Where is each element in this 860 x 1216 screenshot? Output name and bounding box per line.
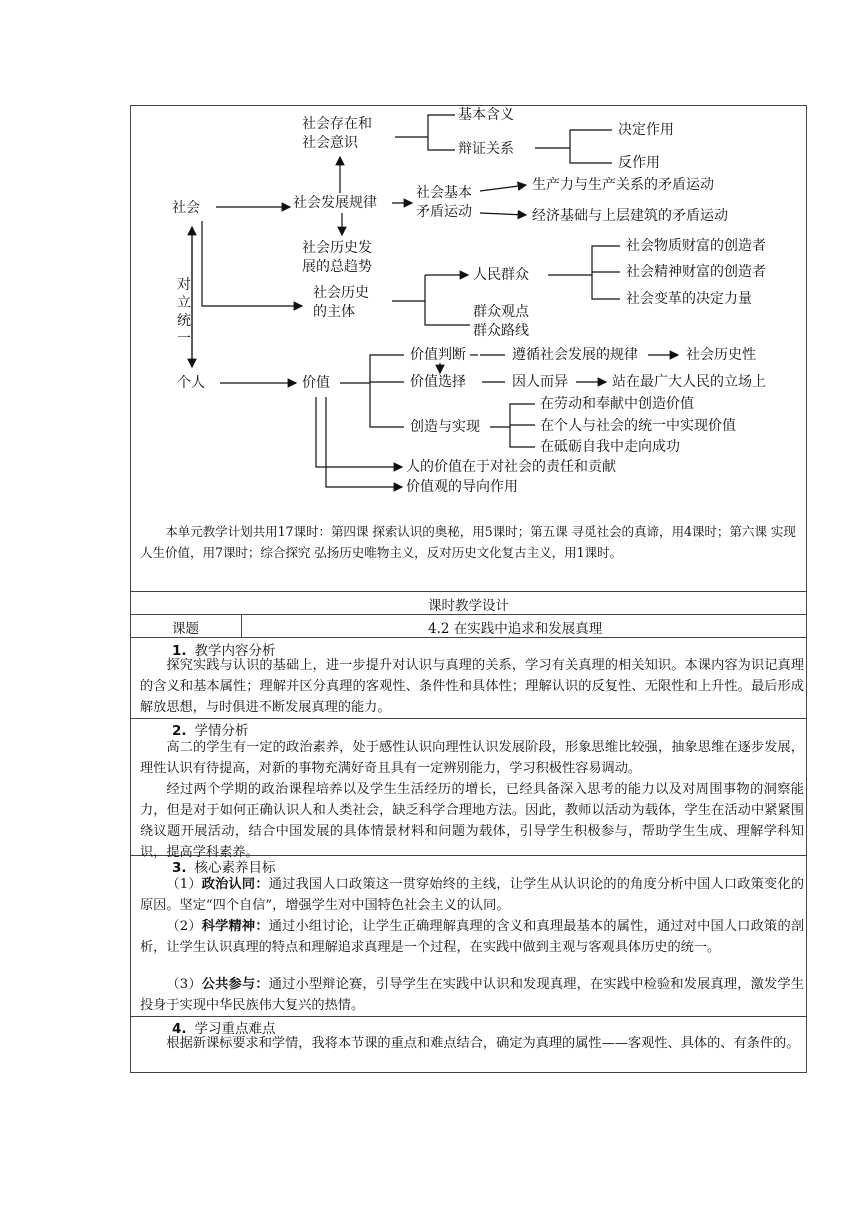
goal-1-prefix: （1） (166, 877, 202, 892)
node-decisive: 决定作用 (618, 122, 674, 138)
section-1-number: 1. (172, 643, 187, 659)
node-value: 价值 (302, 375, 330, 391)
node-creation: 创造与实现 (410, 419, 480, 435)
table-col-divider (241, 614, 242, 637)
table-rule (130, 614, 807, 615)
label-opposition-1: 对 (177, 277, 191, 293)
node-people-role-1: 社会物质财富的创造者 (626, 238, 766, 254)
node-value-of-person: 人的价值在于对社会的责任和贡献 (406, 459, 616, 475)
node-value-orientation: 价值观的导向作用 (406, 479, 518, 495)
section-3-goal-1 (140, 874, 804, 916)
node-development-law: 社会发展规律 (293, 195, 377, 211)
design-title: 课时教学设计 (428, 598, 509, 614)
node-social-history: 社会历史性 (686, 347, 756, 363)
table-rule (130, 637, 807, 638)
goal-2-key: 科学精神： (201, 919, 269, 934)
section-2-heading (172, 719, 249, 739)
node-mass-view: 群众观点 (473, 304, 529, 320)
section-3-goal-2 (140, 916, 804, 958)
node-trend-2: 展的总趋势 (302, 259, 372, 275)
section-4-body: 根据新课标要求和学情，我将本节课的重点和难点结合，确定为真理的属性——客观性、具体的、有条件的。 (166, 1036, 800, 1051)
goal-2-prefix: （2） (166, 919, 202, 934)
goal-3-key: 公共参与： (201, 977, 269, 992)
section-2-p1: 高二的学生有一定的政治素养，处于感性认识向理性认识发展阶段，形象思维比较强，抽象思维在逐步发展，理性认识有待提高，对新的事物充满好奇且具有一定辨别能力，学习积极性容易调动。 (140, 740, 804, 776)
node-basic-meaning: 基本含义 (458, 107, 514, 123)
section-2-number: 2. (172, 723, 187, 739)
section-2-p2: 经过两个学期的政治课程培养以及学生生活经历的增长，已经具备深入思考的能力以及对周围事物的洞察能力，但是对于如何正确认识人和人类社会，缺乏科学合理地方法。因此，教师以活动为载体，学生在活动中紧紧围绕议题开展活动，结合中国发展的具体情景材料和问题为载体，引导学生积极参与，帮助学生生成、理解学科知识，提高学科素养。 (140, 782, 804, 860)
node-subject-1: 社会历史 (313, 285, 369, 301)
label-opposition-4: 一 (177, 331, 191, 347)
section-3-title: 核心素养目标 (194, 860, 276, 876)
node-choice-rule: 因人而异 (512, 374, 568, 390)
topic-label: 课题 (172, 621, 199, 637)
node-trend-1: 社会历史发 (302, 240, 372, 256)
section-4-number: 4. (172, 1021, 187, 1037)
node-dialectic: 辩证关系 (458, 141, 514, 157)
node-value-choice: 价值选择 (410, 374, 466, 390)
section-2-title: 学情分析 (194, 723, 249, 739)
goal-3-text: 通过小型辩论赛，引导学生在实践中认识和发现真理，在实践中检验和发展真理，激发学生投身于实现中华民族伟大复兴的热情。 (140, 977, 805, 1013)
node-individual: 个人 (177, 375, 205, 391)
goal-2-text: 通过小组讨论，让学生正确理解真理的含义和真理最基本的属性，通过对中国人口政策的剖析，让学生认识真理的特点和理解追求真理是一个过程，在实践中做到主观与客观具体历史的统一。 (140, 919, 805, 955)
node-counter: 反作用 (618, 155, 660, 171)
node-basic-contradiction-2: 矛盾运动 (416, 204, 472, 220)
node-society: 社会 (172, 200, 200, 216)
node-people-role-2: 社会精神财富的创造者 (626, 264, 766, 280)
goal-3-prefix: （3） (166, 977, 202, 992)
goal-1-key: 政治认同： (201, 877, 269, 892)
section-1-body: 探究实践与认识的基础上，进一步提升对认识与真理的关系，学习有关真理的相关知识。本课内容为识记真理的含义和基本属性；理解并区分真理的客观性、条件性和具体性；理解认识的反复性、无限性和上升性。最后形成解放思想，与时俱进不断发展真理的能力。 (140, 658, 804, 715)
node-subject-2: 的主体 (313, 304, 355, 320)
node-contradiction-1: 生产力与生产关系的矛盾运动 (532, 177, 714, 193)
node-value-judgment: 价值判断 (410, 347, 466, 363)
section-3-goal-3 (140, 974, 804, 1016)
node-basic-contradiction-1: 社会基本 (416, 185, 472, 201)
section-4-title: 学习重点难点 (194, 1021, 276, 1037)
section-3-number: 3. (172, 860, 187, 876)
node-creation-item-3: 在砥砺自我中走向成功 (540, 439, 680, 455)
node-mass-line: 群众路线 (473, 323, 529, 339)
node-creation-item-2: 在个人与社会的统一中实现价值 (540, 418, 736, 434)
concept-map (130, 105, 807, 525)
node-choice-position: 站在最广大人民的立场上 (612, 374, 766, 390)
node-existence: 社会存在和 (302, 116, 372, 132)
teaching-plan-text: 本单元教学计划共用17课时：第四课 探索认识的奥秘，用5课时；第五课 寻觅社会的真谛，用4课时；第六课 实现人生价值，用7课时；综合探究 弘扬历史唯物主义，反对历史文化复古主义，用1课时。 (140, 524, 796, 560)
node-people: 人民群众 (473, 267, 529, 283)
node-judgment-rule: 遵循社会发展的规律 (512, 347, 638, 363)
section-3-heading (172, 856, 276, 876)
table-rule (130, 591, 807, 592)
label-opposition-2: 立 (177, 295, 191, 311)
node-creation-item-1: 在劳动和奉献中创造价值 (540, 396, 694, 412)
topic-value: 4.2 在实践中追求和发展真理 (428, 621, 603, 637)
node-people-role-3: 社会变革的决定力量 (626, 291, 752, 307)
node-contradiction-2: 经济基础与上层建筑的矛盾运动 (532, 208, 728, 224)
section-1-title: 教学内容分析 (194, 643, 276, 659)
label-opposition-3: 统 (177, 313, 191, 329)
node-consciousness: 社会意识 (302, 135, 358, 151)
goal-1-text: 通过我国人口政策这一贯穿始终的主线，让学生从认识论的的角度分析中国人口政策变化的原因。坚定“四个自信”，增强学生对中国特色社会主义的认同。 (140, 877, 805, 913)
